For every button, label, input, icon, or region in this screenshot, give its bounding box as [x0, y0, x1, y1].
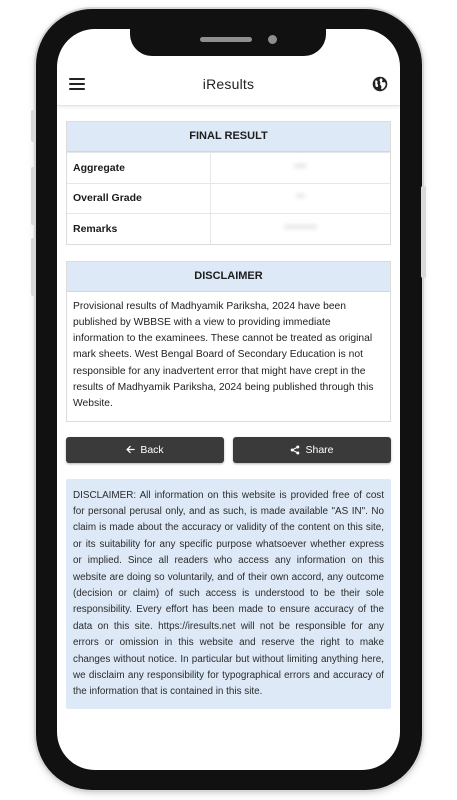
remarks-label: Remarks: [67, 214, 211, 244]
action-buttons: [66, 437, 391, 463]
overall-grade-label: Overall Grade: [67, 183, 211, 214]
aggregate-label: Aggregate: [67, 153, 211, 184]
volume-down-button: [31, 238, 36, 296]
volume-up-button: [31, 167, 36, 225]
overall-grade-value: **: [211, 183, 391, 214]
table-row: [67, 183, 390, 214]
app-title: iResults: [202, 76, 255, 92]
app-header: [57, 63, 400, 106]
share-label: Share: [305, 443, 334, 456]
table-row: [67, 153, 390, 184]
notch: [130, 29, 326, 56]
back-button[interactable]: [66, 437, 224, 463]
share-icon: [290, 445, 300, 455]
remarks-value: ********: [211, 214, 391, 244]
arrow-left-icon: [126, 445, 135, 454]
final-result-table: [67, 152, 390, 244]
final-result-card: [66, 121, 391, 245]
final-result-heading: FINAL RESULT: [67, 122, 390, 152]
front-camera: [268, 35, 277, 44]
site-disclaimer: DISCLAIMER: All information on this website is provided free of cost for personal perusal only, and as such, is made available "AS IN". No claim is made about the accuracy or validity of the content on this site, or its suitability for any specific purpose whatsoever whether express or implied. Since all readers who access any information on this website are doing so voluntarily, and of their own accord, any outcome (decision or claim) of such access is understood to be their sole responsibility. Every effort has been made to ensure accuracy of the data on this site. https://iresults.net will not be responsible for any errors or omission in this website and reserve the right to make changes without notice. In particular but without limiting anything here, we disclaim any responsibility for typographical errors and accuracy of the information that is contained in this site.: [66, 479, 391, 709]
back-label: Back: [140, 443, 164, 456]
main-content: [66, 121, 391, 709]
table-row: [67, 214, 390, 244]
globe-icon[interactable]: [372, 76, 388, 92]
disclaimer-text: Provisional results of Madhyamik Pariksha, 2024 have been published by WBBSE with a view to providing immediate information to the examinees. These cannot be treated as original mark sheets. West Bengal Board of Secondary Education is not responsible for any inadvertent error that might have crept in the results of Madhyamik Pariksha, 2024 being published through this Website.: [73, 300, 374, 410]
speaker: [200, 37, 252, 42]
share-button[interactable]: [233, 437, 391, 463]
phone-screen: [57, 29, 400, 770]
disclaimer-card: [66, 261, 391, 422]
aggregate-value: ***: [211, 153, 391, 184]
power-button: [421, 186, 426, 278]
menu-icon[interactable]: [69, 78, 85, 90]
disclaimer-heading: DISCLAIMER: [67, 262, 390, 292]
mute-switch: [31, 110, 36, 142]
